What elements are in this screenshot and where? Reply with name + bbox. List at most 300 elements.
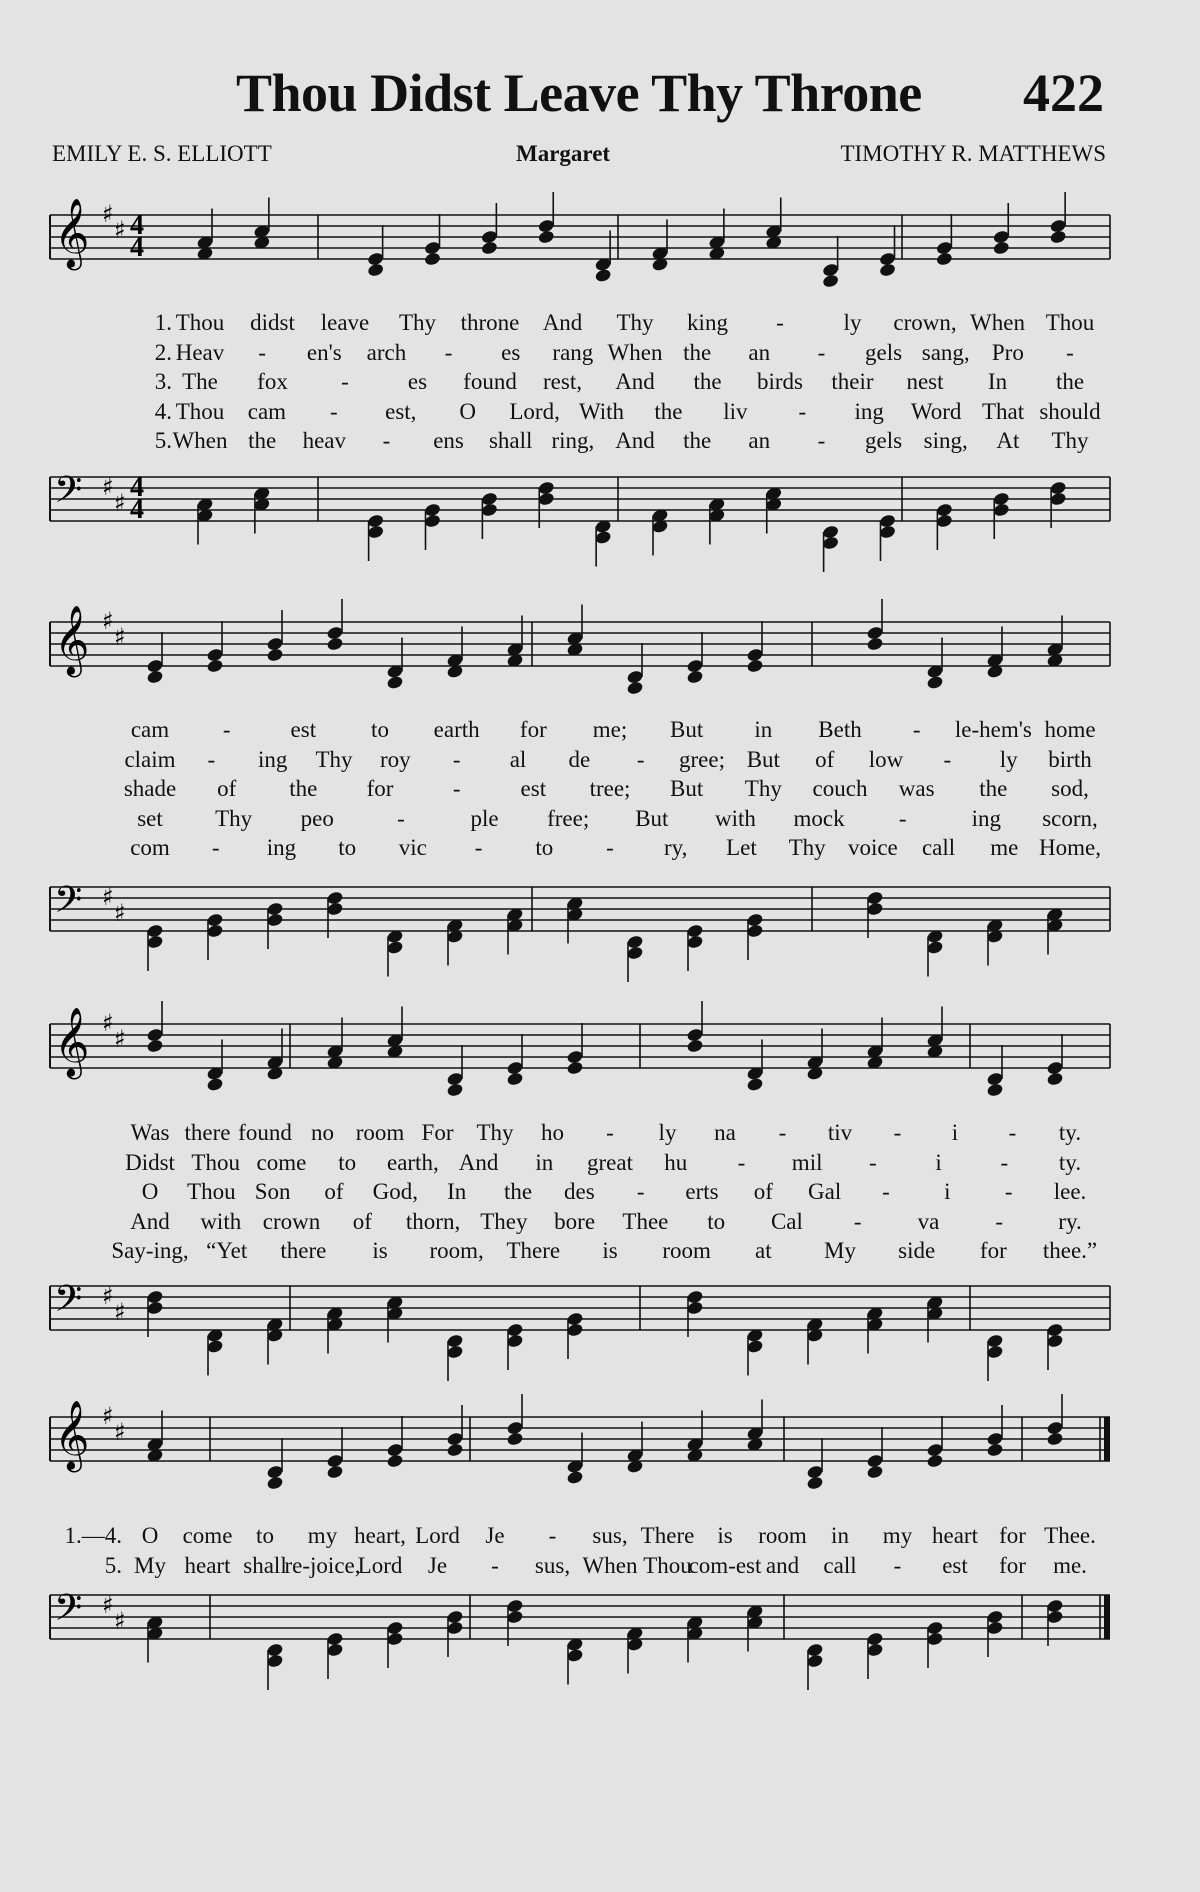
lyric-syllable: But xyxy=(670,776,704,801)
lyric-syllable: - xyxy=(397,805,405,831)
lyric-syllable: - xyxy=(636,746,645,772)
lyric-syllable: Thy xyxy=(476,1120,514,1145)
bass-staff xyxy=(50,1587,1110,1639)
lyric-syllable: ing xyxy=(257,746,288,772)
lyric-syllable: throne xyxy=(460,310,520,335)
lyric-syllable: - xyxy=(341,369,349,394)
lyric-syllable: of xyxy=(324,1179,344,1204)
lyric-syllable: Thee. xyxy=(1044,1523,1096,1548)
lyric-syllable: is xyxy=(372,1238,388,1263)
lyric-syllable: com xyxy=(130,835,170,860)
lyric-syllable: heart, xyxy=(354,1523,406,1548)
lyric-syllable: - xyxy=(912,717,921,742)
lyric-syllable: sus, xyxy=(534,1553,571,1578)
lyric-syllable: the xyxy=(683,428,712,453)
lyric-line xyxy=(50,399,1110,429)
lyric-syllable: When xyxy=(582,1553,638,1578)
lyric-syllable: crown xyxy=(262,1208,321,1234)
lyric-syllable: When xyxy=(970,310,1025,335)
lyric-syllable: In xyxy=(447,1179,467,1204)
lyric-syllable: of xyxy=(815,746,835,772)
lyric-syllable: Thy xyxy=(616,310,654,335)
lyric-syllable: And xyxy=(542,310,583,335)
lyric-syllable: birds xyxy=(757,369,803,394)
lyric-line xyxy=(50,835,1110,865)
lyric-syllable: free; xyxy=(547,805,590,831)
lyric-syllable: Thy xyxy=(788,835,826,860)
lyric-syllable: ing xyxy=(854,398,884,424)
treble-clef-icon: 𝄞 xyxy=(54,1007,90,1077)
lyric-line xyxy=(50,806,1110,836)
lyric-syllable: There xyxy=(506,1238,561,1263)
lyric-syllable: - xyxy=(548,1523,557,1548)
lyric-syllable: the xyxy=(979,776,1008,801)
lyric-syllable: to xyxy=(338,835,357,860)
note-head xyxy=(822,273,840,288)
lyric-syllable: is xyxy=(717,1523,733,1548)
lyric-syllable: my xyxy=(882,1523,913,1548)
lyric-syllable: couch xyxy=(812,776,868,801)
lyric-syllable: cam xyxy=(130,717,170,742)
music-system-2 xyxy=(50,605,1110,980)
lyric-syllable: Thy xyxy=(398,310,437,335)
lyric-syllable: shall xyxy=(488,428,533,453)
lyric-syllable: - xyxy=(207,746,216,772)
sharp-icon: ♯ xyxy=(102,1402,114,1430)
treble-staff xyxy=(50,1400,1110,1472)
note-head xyxy=(1049,229,1067,244)
lyric-syllable: - xyxy=(258,339,266,365)
note-head xyxy=(386,675,404,690)
lyric-syllable: - xyxy=(893,1553,902,1578)
sharp-icon: ♯ xyxy=(102,883,114,911)
note-head xyxy=(446,1082,464,1097)
lyric-syllable: - xyxy=(452,746,461,772)
note-head xyxy=(926,1453,944,1468)
lyric-syllable: Thy xyxy=(744,776,782,801)
lyric-syllable: - xyxy=(222,717,231,742)
lyric-syllable: Je xyxy=(485,1523,505,1548)
composer-credit: TIMOTHY R. MATTHEWS xyxy=(840,141,1106,166)
lyric-syllable: in xyxy=(535,1149,554,1175)
lyric-syllable: tree; xyxy=(589,776,631,801)
lyric-syllable: leave xyxy=(320,310,370,335)
lyric-syllable: com-est xyxy=(688,1553,762,1578)
lyric-syllable: side xyxy=(898,1238,936,1263)
treble-notes xyxy=(146,599,1064,696)
note-head xyxy=(367,262,385,277)
lyric-syllable: the xyxy=(503,1179,533,1204)
lyric-syllable: God, xyxy=(372,1179,419,1204)
lyric-syllable: call xyxy=(823,1553,857,1578)
lyric-syllable: the xyxy=(693,369,722,394)
lyric-syllable: - xyxy=(330,398,338,424)
lyric-syllable: was xyxy=(898,776,935,801)
lyric-syllable: Thou xyxy=(187,1179,236,1204)
lyric-syllable: sing, xyxy=(923,428,968,453)
note-head xyxy=(866,1464,884,1479)
sharp-icon: ♯ xyxy=(102,1591,114,1619)
lyric-syllable: for xyxy=(999,1553,1026,1578)
sharp-icon: ♯ xyxy=(102,200,114,228)
lyric-syllable: Heav xyxy=(175,339,225,365)
sharp-icon: ♯ xyxy=(102,607,114,635)
hymn-title: Thou Didst Leave Thy Throne xyxy=(236,63,922,123)
lyric-syllable: Word xyxy=(910,398,962,424)
note-head xyxy=(506,1431,524,1446)
lyric-syllable: Thy xyxy=(315,746,353,772)
lyric-syllable: des xyxy=(563,1179,595,1204)
lyric-syllable: heart xyxy=(184,1553,231,1578)
lyric-syllable: Thou xyxy=(643,1553,692,1578)
lyric-syllable: to xyxy=(707,1208,726,1234)
lyric-syllable: When xyxy=(607,339,663,365)
lyric-syllable: Lord xyxy=(415,1523,460,1548)
bass-notes xyxy=(146,1289,1064,1381)
lyric-syllable: earth, xyxy=(386,1149,439,1175)
bass-notes xyxy=(146,890,1064,982)
hymn-number: 422 xyxy=(1023,63,1104,123)
lyric-syllable: for xyxy=(366,776,394,801)
lyric-syllable: - xyxy=(776,310,784,335)
lyric-syllable: - xyxy=(817,339,826,365)
lyric-syllable: - xyxy=(636,1179,645,1204)
lyric-syllable: - xyxy=(1000,1149,1009,1175)
lyric-syllable: of xyxy=(352,1208,372,1234)
sharp-icon: ♯ xyxy=(114,623,126,651)
lyric-syllable: de xyxy=(568,746,591,772)
lyric-syllable: crown, xyxy=(893,310,957,335)
lyric-syllable: al xyxy=(509,746,527,772)
lyric-line xyxy=(50,717,1110,747)
lyric-syllable: me xyxy=(990,835,1019,860)
lyric-syllable: There xyxy=(640,1523,695,1548)
lyric-syllable: at xyxy=(755,1238,772,1263)
lyric-syllable: cam xyxy=(247,398,287,424)
lyric-syllable: Say-ing, xyxy=(111,1238,189,1263)
lyric-syllable: ring, xyxy=(551,428,595,453)
lyric-syllable: With xyxy=(578,398,625,424)
lyric-syllable: to xyxy=(535,835,554,860)
lyric-syllable: the xyxy=(248,428,277,453)
lyric-syllable: Pro xyxy=(991,339,1024,365)
lyric-syllable: Thy xyxy=(215,805,253,831)
lyric-syllable: thee.” xyxy=(1042,1238,1098,1263)
note-head xyxy=(1046,1431,1064,1446)
lyric-syllable: for xyxy=(979,1238,1007,1263)
lyric-syllable: - xyxy=(817,428,826,453)
final-barline xyxy=(1104,1417,1110,1461)
lyric-syllable: for xyxy=(519,717,547,742)
music-system-1 xyxy=(50,198,1110,575)
lyric-line xyxy=(50,1553,1110,1583)
lyric-syllable: And xyxy=(615,369,655,394)
lyric-syllable: Je xyxy=(427,1553,448,1578)
lyric-syllable: Thou xyxy=(175,398,225,424)
lyric-syllable: with xyxy=(200,1208,242,1234)
lyric-syllable: le-hem's xyxy=(954,717,1032,742)
lyric-line xyxy=(50,340,1110,370)
final-barline xyxy=(1104,1595,1110,1639)
lyric-syllable: of xyxy=(753,1179,773,1204)
lyric-syllable: - xyxy=(893,1120,902,1145)
lyric-syllable: in xyxy=(754,717,773,742)
note-head xyxy=(626,680,644,695)
bass-clef-icon: 𝄢 xyxy=(54,469,83,520)
lyric-syllable: room, xyxy=(429,1238,484,1263)
lyric-syllable: And xyxy=(130,1208,170,1234)
lyric-syllable: my xyxy=(307,1523,338,1548)
lyric-syllable: ry. xyxy=(1058,1208,1082,1234)
lyric-syllable: room xyxy=(355,1120,405,1145)
lyric-syllable: ty. xyxy=(1058,1149,1082,1175)
lyric-syllable: found xyxy=(238,1120,292,1145)
lyric-syllable: liv xyxy=(723,398,748,424)
lyric-line xyxy=(50,428,1110,458)
lyric-syllable: sang, xyxy=(921,339,970,365)
lyric-syllable: In xyxy=(987,369,1008,394)
note-head xyxy=(686,1038,704,1053)
lyric-syllable: me; xyxy=(592,717,628,742)
lyric-syllable: est xyxy=(290,717,317,742)
lyric-syllable: low xyxy=(868,746,904,772)
lyric-syllable: That xyxy=(981,398,1025,424)
lyric-syllable: is xyxy=(602,1238,618,1263)
lyric-syllable: erts xyxy=(685,1179,719,1204)
lyric-syllable: And xyxy=(458,1149,499,1175)
verse-number: 2. xyxy=(154,339,172,365)
lyric-syllable: - xyxy=(995,1208,1004,1234)
lyric-syllable: bore xyxy=(554,1208,596,1234)
lyric-syllable: birth xyxy=(1048,746,1092,772)
lyric-syllable: sod, xyxy=(1051,776,1089,801)
lyric-syllable: - xyxy=(606,1120,614,1145)
note-head xyxy=(266,1475,284,1490)
lyric-syllable: an xyxy=(748,339,771,365)
lyric-syllable: es xyxy=(407,369,428,394)
note-head xyxy=(326,636,344,651)
lyric-syllable: peo xyxy=(300,805,334,831)
lyric-syllable: Son xyxy=(254,1179,291,1204)
note-head xyxy=(879,262,897,277)
lyric-line xyxy=(50,747,1110,777)
lyric-syllable: with xyxy=(715,805,756,831)
lyric-syllable: O xyxy=(141,1179,159,1204)
music-system-4 xyxy=(50,1400,1110,1705)
lyric-syllable: Lord, xyxy=(509,398,560,424)
lyric-syllable: ly xyxy=(999,746,1018,772)
sharp-icon: ♯ xyxy=(114,1298,126,1326)
bass-notes xyxy=(196,480,1067,572)
lyric-syllable: O xyxy=(141,1523,159,1548)
lyric-syllable: scorn, xyxy=(1042,805,1098,831)
lyric-syllable: na xyxy=(714,1120,736,1145)
verse-number: 1. xyxy=(154,310,172,335)
lyric-syllable: call xyxy=(921,835,956,860)
note-head xyxy=(926,675,944,690)
verse-number: 4. xyxy=(154,398,172,424)
tune-name: Margaret xyxy=(516,141,611,166)
lyric-syllable: there xyxy=(280,1238,327,1263)
lyric-syllable: set xyxy=(137,805,163,831)
lyric-syllable: O xyxy=(459,398,476,424)
note-head xyxy=(146,1038,164,1053)
lyric-syllable: i xyxy=(935,1149,942,1175)
note-head xyxy=(935,251,953,266)
lyric-syllable: shade xyxy=(123,776,177,801)
note-head xyxy=(537,229,555,244)
bass-notes xyxy=(146,1598,1064,1690)
lyric-syllable: i xyxy=(951,1120,959,1145)
lyric-syllable: rang xyxy=(552,339,594,365)
lyric-syllable: their xyxy=(831,369,874,394)
lyric-syllable: - xyxy=(606,835,614,860)
lyric-syllable: Beth xyxy=(818,717,862,742)
note-head xyxy=(146,669,164,684)
note-head xyxy=(806,1475,824,1490)
lyric-syllable: Thou xyxy=(175,310,225,335)
lyric-syllable: Home, xyxy=(1039,835,1101,860)
lyric-syllable: the xyxy=(683,339,712,365)
treble-notes xyxy=(146,1001,1064,1098)
lyric-syllable: ho xyxy=(541,1120,564,1145)
lyric-syllable: est, xyxy=(385,398,417,424)
lyric-syllable: didst xyxy=(250,310,295,335)
lyric-syllable: - xyxy=(869,1149,877,1175)
sharp-icon: ♯ xyxy=(114,1025,126,1053)
lyric-syllable: room xyxy=(662,1238,711,1263)
sharp-icon: ♯ xyxy=(114,1607,126,1635)
treble-clef-icon: 𝄞 xyxy=(54,605,90,675)
lyric-syllable: - xyxy=(778,1120,787,1145)
lyric-line xyxy=(50,776,1110,806)
lyric-syllable: come xyxy=(182,1523,233,1548)
lyric-syllable: mil xyxy=(791,1149,823,1175)
bass-clef-icon: 𝄢 xyxy=(54,1278,83,1329)
lyric-syllable: They xyxy=(480,1208,528,1234)
lyric-syllable: and xyxy=(765,1553,800,1578)
lyric-syllable: Thou xyxy=(1045,310,1095,335)
lyric-syllable: My xyxy=(134,1553,166,1578)
bass-clef-icon: 𝄢 xyxy=(54,1587,83,1638)
bass-clef-icon: 𝄢 xyxy=(54,879,83,930)
lyric-syllable: - xyxy=(474,835,483,860)
lyric-syllable: Was xyxy=(130,1120,170,1145)
lyric-line xyxy=(50,1209,1110,1239)
lyric-syllable: The xyxy=(182,369,218,394)
note-head xyxy=(480,240,498,255)
lyric-syllable: - xyxy=(943,746,952,772)
lyric-syllable: king xyxy=(687,310,728,335)
lyric-syllable: re-joice, xyxy=(284,1553,361,1578)
lyric-syllable: rest, xyxy=(543,369,582,394)
lyric-syllable: in xyxy=(831,1523,849,1548)
time-signature: 4 xyxy=(130,494,144,525)
lyric-syllable: found xyxy=(463,369,517,394)
note-head xyxy=(746,1077,764,1092)
lyric-syllable: Gal xyxy=(808,1179,842,1204)
lyric-syllable: - xyxy=(853,1208,862,1234)
lyric-line xyxy=(50,1523,1110,1553)
verse-number: 3. xyxy=(154,369,172,394)
lyric-syllable: - xyxy=(382,428,391,453)
note-head xyxy=(206,1077,224,1092)
lyric-syllable: tiv xyxy=(827,1120,853,1145)
time-signature: 4 xyxy=(130,210,144,241)
lyric-syllable: But xyxy=(746,746,780,772)
lyric-syllable: ry, xyxy=(663,835,688,860)
lyric-syllable: i xyxy=(944,1179,951,1204)
lyric-syllable: sus, xyxy=(592,1523,628,1548)
treble-clef-icon: 𝄞 xyxy=(54,1400,90,1470)
treble-notes xyxy=(196,192,1067,289)
lyric-syllable: nest xyxy=(906,369,944,394)
lyric-syllable: to xyxy=(371,717,389,742)
lyric-syllable: heart xyxy=(932,1523,978,1548)
lyric-syllable: heav xyxy=(302,428,346,453)
lyric-syllable: - xyxy=(882,1179,890,1204)
note-head xyxy=(446,1442,464,1457)
note-head xyxy=(266,647,284,662)
lyric-syllable: But xyxy=(635,805,669,831)
note-head xyxy=(746,658,764,673)
lyric-syllable: should xyxy=(1039,398,1101,424)
sharp-icon: ♯ xyxy=(102,1282,114,1310)
lyric-syllable: room xyxy=(758,1523,807,1548)
lyric-syllable: - xyxy=(1004,1179,1013,1204)
note-head xyxy=(566,1060,584,1075)
lyric-syllable: Thy xyxy=(1051,428,1089,453)
lyric-syllable: the xyxy=(654,398,683,424)
lyric-syllable: ens xyxy=(433,428,464,453)
lyric-syllable: there xyxy=(184,1120,231,1145)
note-head xyxy=(986,1442,1004,1457)
lyric-syllable: en's xyxy=(306,339,342,365)
verse-number: 5. xyxy=(154,428,172,453)
lyric-syllable: But xyxy=(670,717,704,742)
lyric-line xyxy=(50,1238,1110,1268)
lyric-syllable: to xyxy=(256,1523,274,1548)
note-head xyxy=(1046,1071,1064,1086)
lyric-syllable: When xyxy=(172,428,228,453)
lyric-syllable: vic xyxy=(398,835,427,860)
lyric-syllable: the xyxy=(289,776,318,801)
sharp-icon: ♯ xyxy=(102,1009,114,1037)
lyric-syllable: est xyxy=(520,776,547,801)
lyric-syllable: For xyxy=(421,1120,454,1145)
lyric-syllable: home xyxy=(1044,717,1096,742)
lyric-syllable: earth xyxy=(433,717,480,742)
lyric-syllable: “Yet xyxy=(206,1238,248,1263)
note-head xyxy=(992,240,1010,255)
note-head xyxy=(594,268,612,283)
lyric-syllable: gels xyxy=(865,428,903,453)
note-head xyxy=(686,669,704,684)
lyric-syllable: Didst xyxy=(125,1149,175,1175)
lyric-syllable: mock xyxy=(793,805,845,831)
lyric-syllable: - xyxy=(1066,339,1074,365)
lyric-syllable: claim xyxy=(124,746,176,772)
lyric-syllable: voice xyxy=(847,835,898,860)
note-head xyxy=(206,658,224,673)
lyric-syllable: - xyxy=(798,398,807,424)
lyric-syllable: Cal xyxy=(770,1208,803,1234)
lyric-syllable: Thou xyxy=(191,1149,240,1175)
lyric-syllable: - xyxy=(491,1553,499,1578)
lyric-syllable: to xyxy=(338,1149,357,1175)
lyric-syllable: hu xyxy=(664,1149,688,1175)
lyric-syllable: est xyxy=(942,1553,968,1578)
